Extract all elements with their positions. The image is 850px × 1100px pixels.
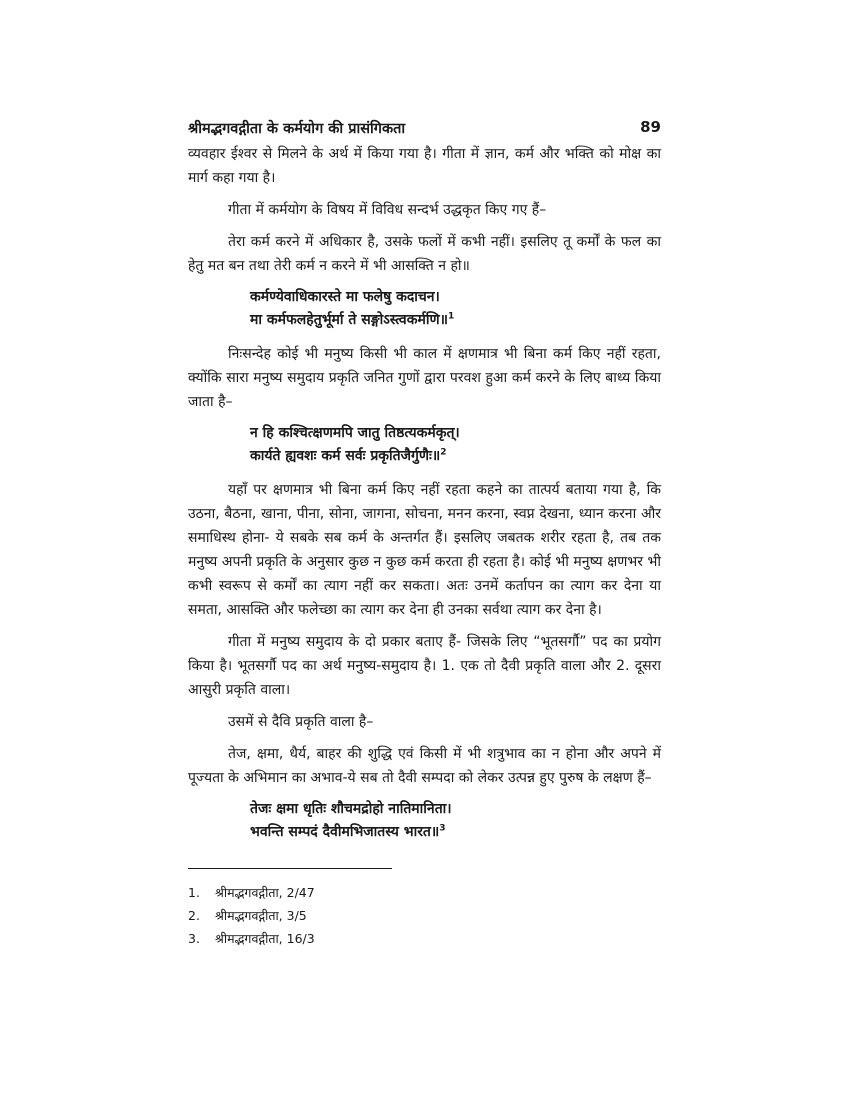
- verse-text: मा कर्मफलहेतुर्भूर्मा ते सङ्गोऽस्त्वकर्मणि॥: [250, 312, 448, 328]
- footnote: [188, 904, 661, 927]
- verse-line: तेजः क्षमा धृतिः शौचमद्रोहो नातिमानिता।: [250, 801, 452, 817]
- paragraph: उसमें से दैवि प्रकृति वाला है–: [228, 714, 374, 730]
- running-header: [188, 112, 661, 142]
- paragraph: व्यवहार ईश्वर से मिलने के अर्थ में किया गया है। गीता में ज्ञान, कर्म और भक्ति को मोक्ष का मार्ग कहा गया है।: [188, 146, 661, 186]
- verse-block: [188, 286, 661, 332]
- paragraph: तेज, क्षमा, धैर्य, बाहर की शुद्धि एवं किसी में भी शत्रुभाव का न होना और अपने में पूज्यता के अभिमान का अभाव-ये सब तो दैवी सम्पदा को लेकर उत्पन्न हुए पुरुष के लक्षण हैं–: [188, 746, 661, 786]
- verse-line: [250, 309, 661, 332]
- paragraph: निःसन्देह कोई भी मनुष्य किसी भी काल में क्षणमात्र भी बिना कर्म किए नहीं रहता, क्योंकि सारा मनुष्य समुदाय प्रकृति जनित गुणों द्वारा परवश हुआ कर्म करने के लिए बाध्य किया जाता है–: [188, 346, 661, 410]
- footnote: [188, 881, 661, 904]
- verse-text: भवन्ति सम्पदं दैवीमभिजातस्य भारत॥: [250, 824, 440, 840]
- page: [188, 112, 661, 950]
- footnote-number: 3.: [188, 931, 200, 946]
- paragraph: तेरा कर्म करने में अधिकार है, उसके फलों में कभी नहीं। इसलिए तू कर्मों के फल का हेतु मत बन तथा तेरी कर्म न करने में भी आसक्ति न हो॥: [188, 234, 661, 274]
- verse-text: कार्यते ह्यवशः कर्म सर्वः प्रकृतिजैर्गुणैः॥: [250, 448, 441, 464]
- verse-line: [250, 445, 661, 468]
- footnote-number: 1.: [188, 885, 200, 900]
- footnote-text: श्रीमद्भगवद्गीता, 2/47: [215, 885, 315, 900]
- page-number: 89: [640, 118, 661, 136]
- footnote-text: श्रीमद्भगवद्गीता, 3/5: [215, 908, 307, 923]
- footnote-number: 2.: [188, 908, 200, 923]
- verse-line: कर्मण्येवाधिकारस्ते मा फलेषु कदाचन।: [250, 289, 440, 305]
- paragraph: यहाँ पर क्षणमात्र भी बिना कर्म किए नहीं रहता कहने का तात्पर्य बताया गया है, कि उठना, बैठना, खाना, पीना, सोना, जागना, सोचना, मनन करना, स्वप्न देखना, ध्यान करना और समाधिस्थ होना- ये सबके सब कर्म के अन्तर्गत हैं। इसलिए जबतक शरीर रहता है, तब तक मनुष्य अपनी प्रकृति के अनुसार कुछ न कुछ कर्म करता ही रहता है। कोई भी मनुष्य क्षणभर भी कभी स्वरूप से कर्मों का त्याग नहीं कर सकता। अतः उनमें कर्तापन का त्याग कर देना या समता, आसक्ति और फलेच्छा का त्याग कर देना ही उनका सर्वथा त्याग कर देना है।: [188, 482, 661, 618]
- footnote-divider: [188, 868, 392, 869]
- footnote-ref: 1: [447, 311, 455, 322]
- paragraph: गीता में कर्मयोग के विषय में विविध सन्दर्भ उद्धकृत किए गए हैं–: [228, 202, 547, 218]
- footnote-ref: 3: [439, 823, 446, 834]
- paragraph: गीता में मनुष्य समुदाय के दो प्रकार बताए हैं- जिसके लिए “भूतसर्गौ” पद का प्रयोग किया है। भूतसर्गौ पद का अर्थ मनुष्य-समुदाय है। 1. एक तो दैवी प्रकृति वाला और 2. दूसरा आसुरी प्रकृति वाला।: [188, 634, 661, 698]
- verse-block: [188, 798, 661, 844]
- verse-line: [250, 821, 661, 844]
- footnote-text: श्रीमद्भगवद्गीता, 16/3: [215, 931, 315, 946]
- verse-line: न हि कश्चित्क्षणमपि जातु तिष्ठत्यकर्मकृत्।: [250, 425, 460, 441]
- verse-block: [188, 422, 661, 468]
- chapter-title: श्रीमद्भगवद्गीता के कर्मयोग की प्रासंगिकता: [188, 121, 406, 137]
- footnote-ref: 2: [440, 447, 447, 458]
- footnote: [188, 927, 661, 950]
